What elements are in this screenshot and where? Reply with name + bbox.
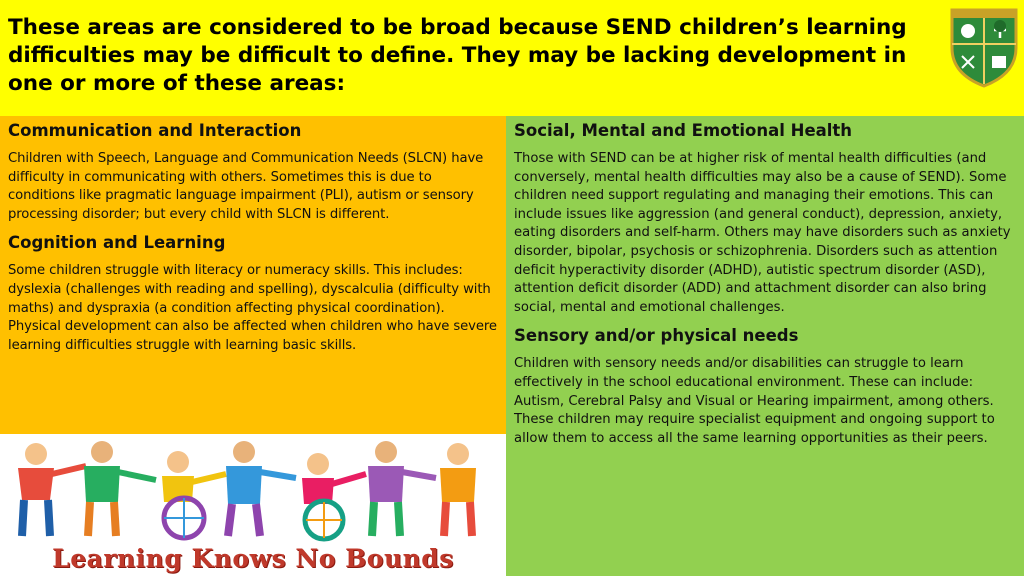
sensory-body: Children with sensory needs and/or disabilities can struggle to learn effectively in the school educational environment. These can include: Autism, Cerebral Palsy and Visual or Hearing impairment, among others. These children may require specialist equipment and ongoing support to allow them to access all the same learning opportunities as their peers. — [514, 356, 995, 446]
header-banner — [0, 0, 1024, 116]
image-caption: Learning Knows No Bounds — [52, 544, 454, 573]
communication-body: Children with Speech, Language and Communication Needs (SLCN) have difficulty in communicating with others. Sometimes this is due to conditions like pragmatic language impairment (PLI), autism or sensory processing disorder; but every child with SLCN is different. — [8, 151, 484, 222]
school-crest-icon — [948, 4, 1020, 88]
left-panel — [0, 116, 506, 434]
image-area — [0, 434, 506, 576]
children-holding-hands-illustration — [6, 438, 496, 542]
communication-heading: Communication and Interaction — [8, 121, 302, 140]
social-heading: Social, Mental and Emotional Health — [514, 121, 853, 140]
cognition-body: Some children struggle with literacy or numeracy skills. This includes: dyslexia (challenges with reading and spelling), dyscalculia (difficulty with maths) and dyspraxia (a condition affecting physical coordination). Physical development can also be affected when children who have severe learning difficulties struggle with learning basic skills. — [8, 263, 497, 353]
sensory-heading: Sensory and/or physical needs — [514, 326, 799, 346]
social-body: Those with SEND can be at higher risk of mental health difficulties (and conversely, mental health difficulties may also be a cause of SEND). Some children need support regulating and managing their emotions. This can include issues like aggression (and general conduct), depression, anxiety, eating disorders and self-harm. Others may have disorders such as anxiety disorder, bipolar, psychosis or schizophrenia. Disorders such as attention deficit hyperactivity disorder (ADHD), autistic spectrum disorder (ASD), attention deficit disorder (ADD) and attachment disorder can also bring social, mental and emotional challenges. — [514, 151, 1011, 315]
header-title: These areas are considered to be broad because SEND children’s learning difficulties may be difficult to define. They may be lacking development in one or more of these areas: — [8, 15, 907, 96]
right-panel — [506, 116, 1024, 576]
cognition-heading: Cognition and Learning — [8, 233, 226, 253]
